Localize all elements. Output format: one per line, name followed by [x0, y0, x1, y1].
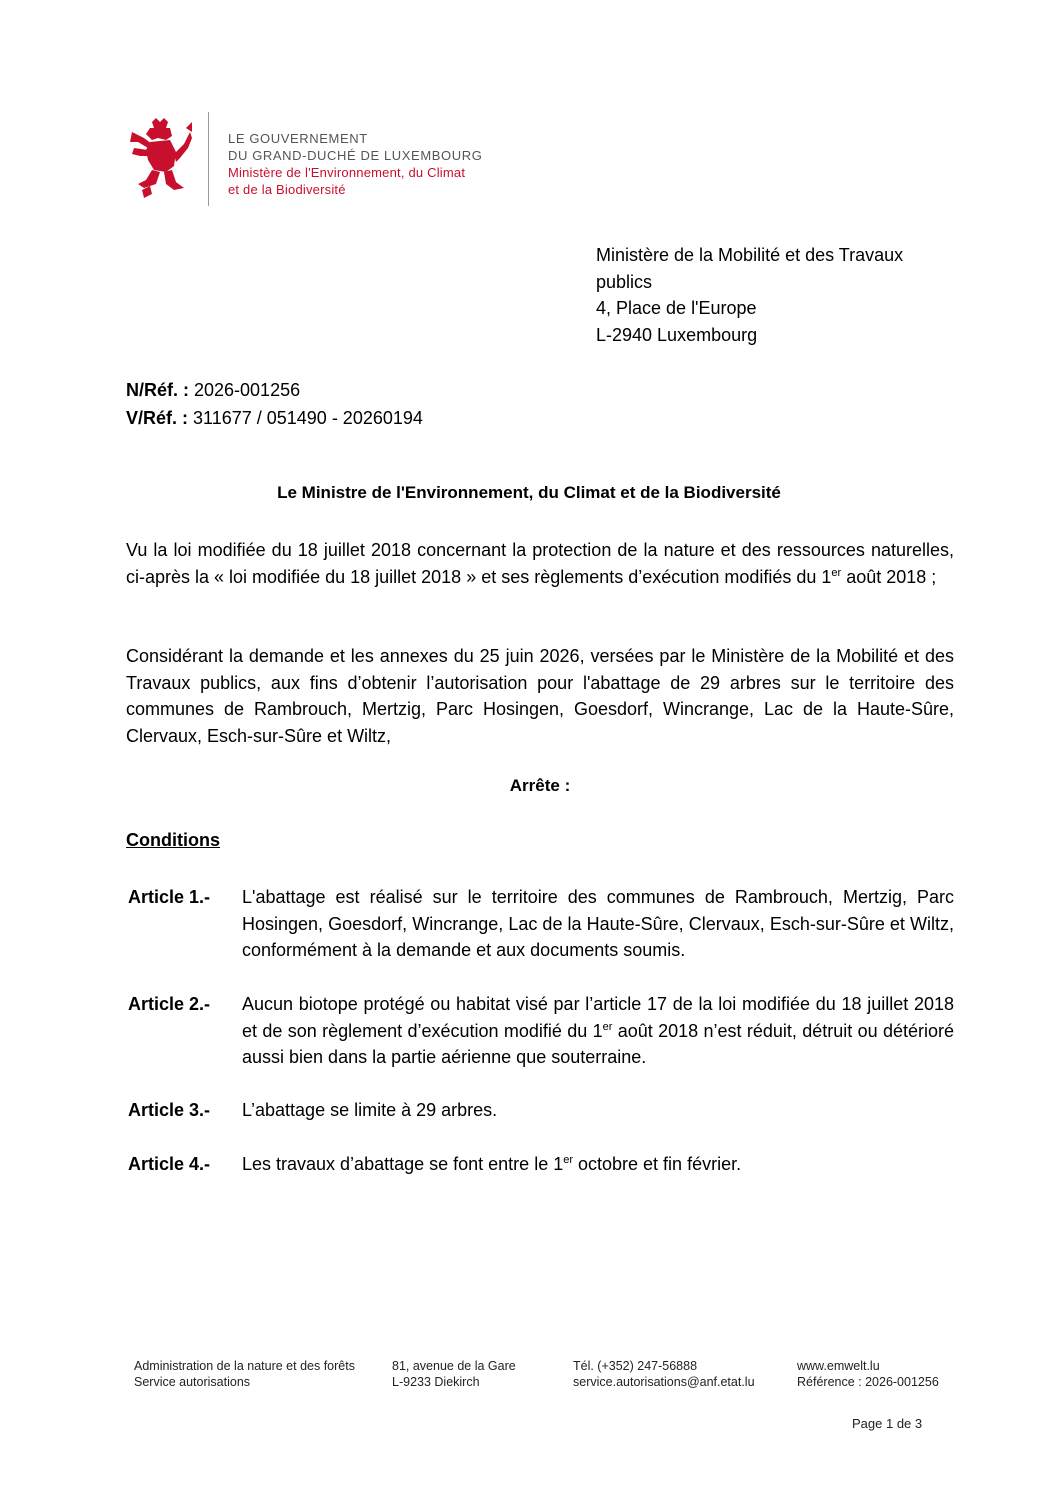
red-lion-icon [130, 118, 192, 198]
article-2-text [242, 991, 954, 1071]
recipient-line-4: L-2940 Luxembourg [596, 324, 758, 345]
arrete-heading: Arrête : [509, 776, 571, 795]
paragraph-considering: Considérant la demande et les annexes du 25 juin 2026, versées par le Ministère de la Mobilité et des Travaux publics, aux fins d’obtenir l’autorisation pour l'abattage de 29 arbres sur le territoire des communes de Rambrouch, Mertzig, Parc Hosingen, Goesdorf, Wincrange, Lac de la Haute-Sûre, Clervaux, Esch-sur-Sûre et Wiltz, [126, 646, 954, 746]
article-4-sup: er [563, 1154, 573, 1166]
our-ref-value: 2026-001256 [189, 380, 301, 400]
our-ref-label: N/Réf. : [126, 380, 189, 400]
footer-address [392, 1358, 516, 1390]
paragraph-1-sup: er [831, 566, 842, 579]
article-2-body: Aucun biotope protégé ou habitat visé par l’article 17 de la loi modifiée du 18 juillet 2018 et de son règlement d’exécution modifié du 1 [242, 994, 954, 1041]
recipient-line-2: publics [596, 271, 653, 292]
your-ref-value: 311677 / 051490 - 20260194 [188, 408, 423, 428]
article-3-label: Article 3.- [128, 1100, 211, 1120]
paragraph-legal-basis [126, 537, 954, 590]
article-1-text: L'abattage est réalisé sur le territoire des communes de Rambrouch, Mertzig, Parc Hosingen, Goesdorf, Wincrange, Lac de la Haute-Sûre, Clervaux, Esch-sur-Sûre et Wiltz, conformément à la demande et aux documents soumis. [242, 887, 954, 960]
footer-col1-line1: Administration de la nature et des forêts [134, 1359, 355, 1373]
footer-reference: Référence : 2026-001256 [797, 1375, 939, 1389]
paragraph-1-text: Vu la loi modifiée du 18 juillet 2018 concernant la protection de la nature et des ressources naturelles, ci-après la « loi modifiée du 18 juillet 2018 » et ses règlements d’exécution modifiés du 1 [126, 540, 954, 587]
article-4-body: Les travaux d’abattage se font entre le 1 [242, 1154, 564, 1174]
header-divider [208, 112, 209, 206]
article-3-text: L’abattage se limite à 29 arbres. [242, 1100, 498, 1120]
government-header [228, 130, 482, 198]
references [126, 376, 423, 432]
ministry-line-2: et de la Biodiversité [228, 182, 346, 197]
footer-col2-line1: 81, avenue de la Gare [392, 1359, 516, 1373]
footer-administration [134, 1358, 355, 1390]
article-2-tail: août 2018 n’est réduit, détruit ou détérioré aussi bien dans la partie aérienne que souterraine. [242, 1020, 954, 1067]
paragraph-1-tail: août 2018 ; [841, 566, 937, 587]
conditions-heading: Conditions [126, 830, 220, 850]
recipient-address [596, 242, 956, 348]
your-ref-label: V/Réf. : [126, 408, 189, 428]
article-4-text [242, 1151, 954, 1178]
page-number: Page 1 de 3 [852, 1416, 923, 1431]
gov-line-1: LE GOUVERNEMENT [228, 131, 368, 146]
article-4-tail: octobre et fin février. [573, 1154, 742, 1174]
footer-website: www.emwelt.lu [797, 1359, 880, 1373]
footer-phone: Tél. (+352) 247-56888 [573, 1359, 698, 1373]
footer-contact [573, 1358, 755, 1390]
footer-email: service.autorisations@anf.etat.lu [573, 1375, 755, 1389]
article-2-label: Article 2.- [128, 994, 211, 1014]
recipient-line-1: Ministère de la Mobilité et des Travaux [596, 245, 904, 265]
footer-col2-line2: L-9233 Diekirch [392, 1375, 480, 1389]
gov-line-2: DU GRAND-DUCHÉ DE LUXEMBOURG [228, 148, 483, 163]
footer-web [797, 1358, 939, 1390]
footer-col1-line2: Service autorisations [134, 1375, 251, 1389]
article-1-label: Article 1.- [128, 887, 211, 907]
your-reference [126, 404, 423, 432]
article-2-sup: er [602, 1020, 613, 1033]
ministry-line-1: Ministère de l'Environnement, du Climat [228, 165, 466, 180]
article-4-label: Article 4.- [128, 1154, 211, 1174]
recipient-line-3: 4, Place de l'Europe [596, 298, 757, 318]
document-title: Le Ministre de l'Environnement, du Climat et de la Biodiversité [277, 483, 781, 502]
our-reference [126, 376, 423, 404]
